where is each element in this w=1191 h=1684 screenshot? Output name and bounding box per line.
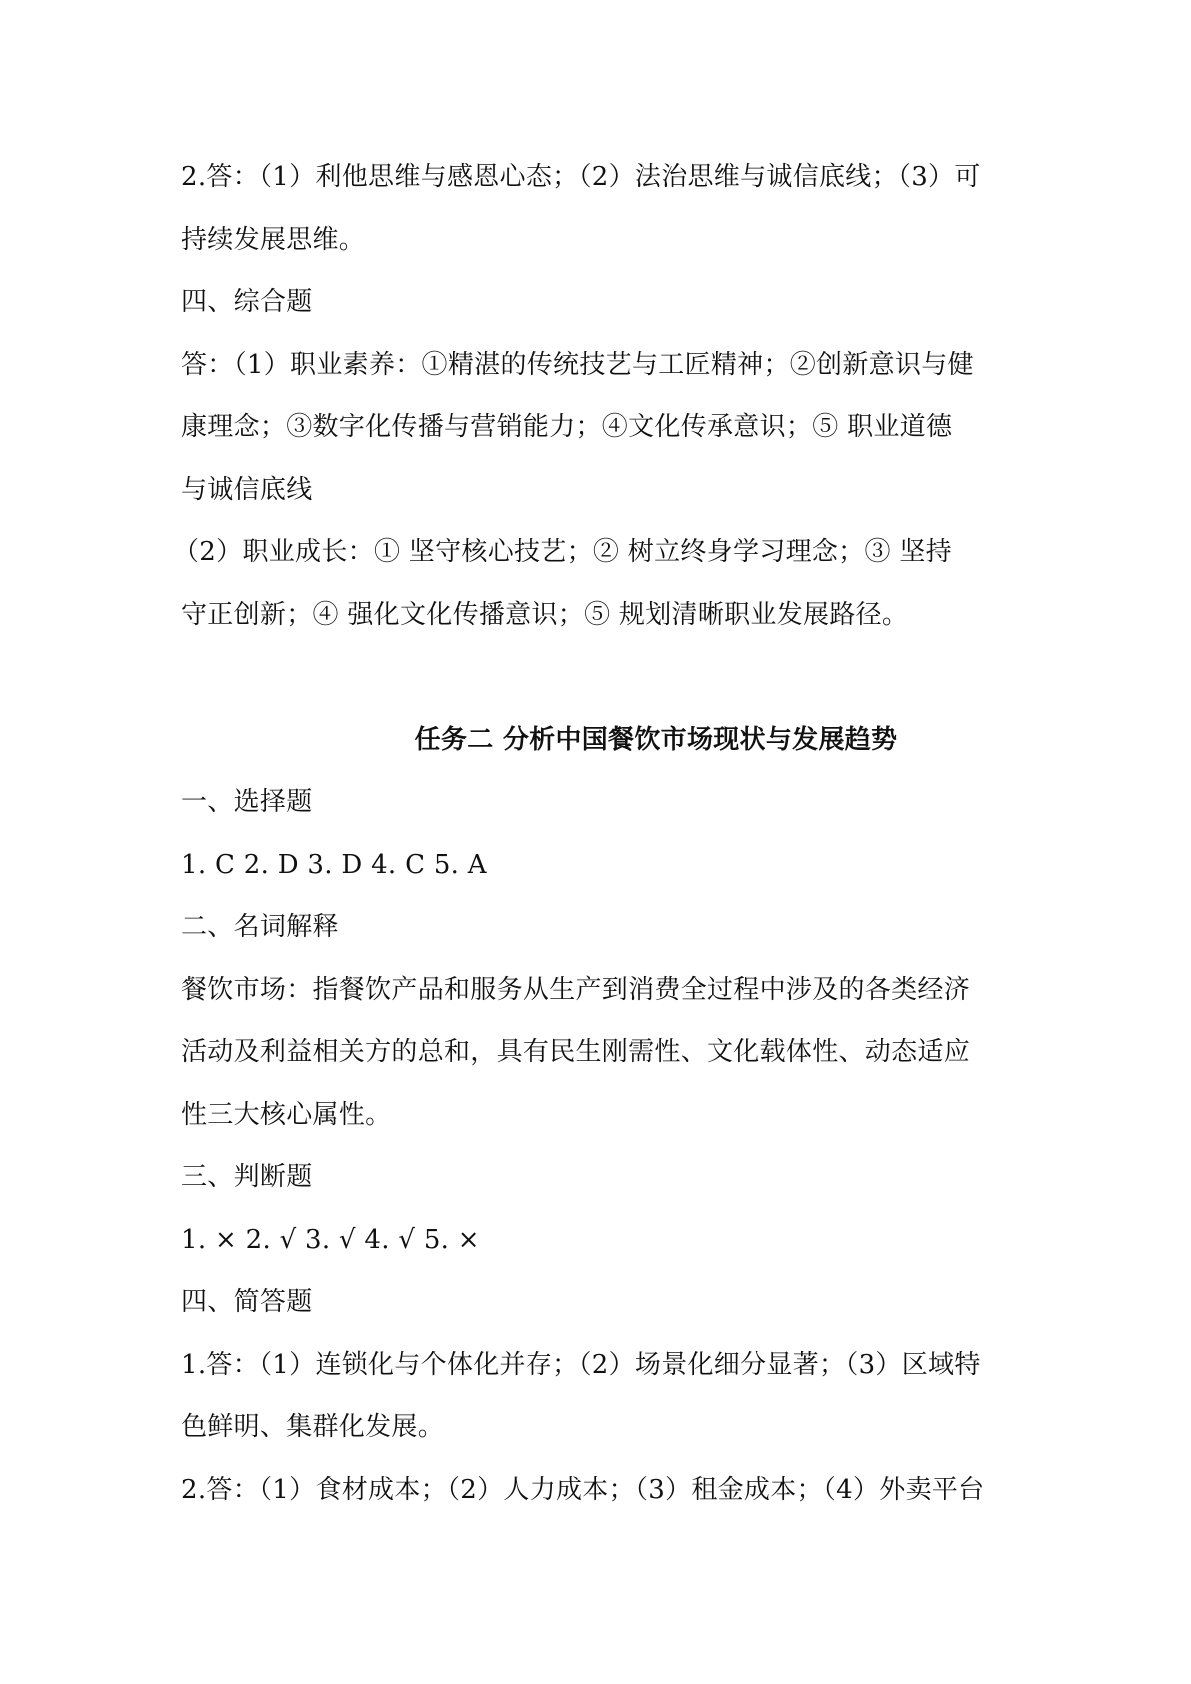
term-definition-line1: 餐饮市场：指餐饮产品和服务从生产到消费全过程中涉及的各类经济 bbox=[181, 974, 971, 1005]
section-heading-choice: 一、选择题 bbox=[181, 787, 313, 817]
comprehensive-answer-line3: 与诚信底线 bbox=[181, 474, 313, 505]
document-body bbox=[173, 146, 1021, 1521]
task2-title: 任务二 分析中国餐饮市场现状与发展趋势 bbox=[414, 724, 898, 755]
short-answer-q2-line1: 2.答：（1）食材成本；（2）人力成本；（3）租金成本；（4）外卖平台 bbox=[181, 1474, 985, 1505]
short-answer-q1-line1: 1.答：（1）连锁化与个体化并存；（2）场景化细分显著；（3）区域特 bbox=[181, 1349, 981, 1380]
section-heading-short-answer: 四、简答题 bbox=[181, 1287, 313, 1317]
section-heading-judgement: 三、判断题 bbox=[181, 1162, 313, 1192]
section-heading-terms: 二、名词解释 bbox=[181, 912, 339, 942]
choice-answers: 1. C 2. D 3. D 4. C 5. A bbox=[181, 849, 487, 880]
comprehensive-answer-line4: （2）职业成长：① 坚守核心技艺；② 树立终身学习理念；③ 坚持 bbox=[173, 537, 952, 567]
answer-q2-line1: 2.答：（1）利他思维与感恩心态；（2）法治思维与诚信底线；（3）可 bbox=[181, 162, 981, 192]
term-definition-line2: 活动及利益相关方的总和，具有民生刚需性、文化载体性、动态适应 bbox=[181, 1037, 971, 1067]
term-definition-line3: 性三大核心属性。 bbox=[181, 1099, 392, 1130]
judgement-answers: 1. × 2. √ 3. √ 4. √ 5. × bbox=[181, 1224, 480, 1255]
short-answer-q1-line2: 色鲜明、集群化发展。 bbox=[181, 1412, 445, 1442]
comprehensive-answer-line5: 守正创新；④ 强化文化传播意识；⑤ 规划清晰职业发展路径。 bbox=[181, 599, 909, 630]
section-heading-comprehensive: 四、综合题 bbox=[181, 287, 313, 317]
comprehensive-answer-line2: 康理念；③数字化传播与营销能力；④文化传承意识；⑤ 职业道德 bbox=[181, 412, 953, 442]
section-gap bbox=[181, 646, 1021, 709]
comprehensive-answer-line1: 答：（1）职业素养：①精湛的传统技艺与工匠精神；②创新意识与健 bbox=[181, 349, 974, 380]
answer-q2-line2: 持续发展思维。 bbox=[181, 224, 366, 255]
